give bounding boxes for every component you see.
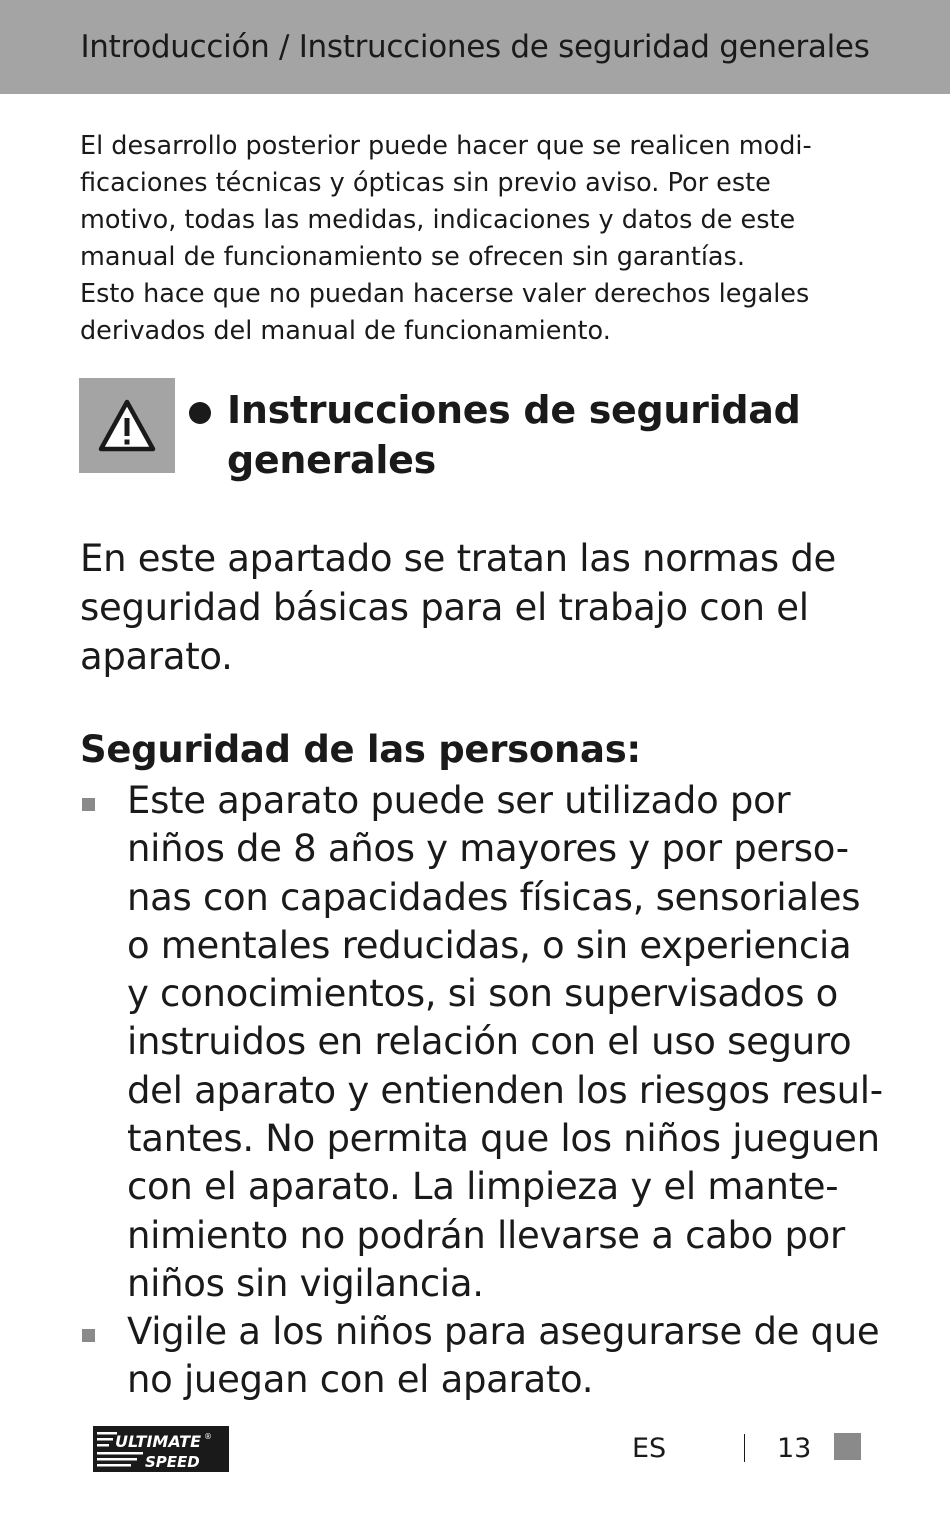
header-title: Introducción / Instrucciones de seguridad generales — [80, 29, 870, 65]
page-header — [0, 0, 950, 94]
section-lead — [80, 534, 836, 681]
footer-language: ES — [632, 1433, 667, 1464]
lead-line: seguridad básicas para el trabajo con el — [80, 586, 809, 629]
logo-text-line2: SPEED — [145, 1453, 200, 1471]
lead-line: aparato. — [80, 635, 233, 678]
section-title — [227, 385, 800, 485]
square-bullet-icon — [82, 798, 95, 811]
section-bullet — [189, 402, 211, 424]
footer-divider — [744, 1434, 745, 1462]
lead-line: En este apartado se tratan las normas de — [80, 537, 837, 580]
intro-line: El desarrollo posterior puede hacer que se realicen modi- — [80, 131, 812, 161]
item-line: y conocimientos, si son supervisados o — [127, 972, 838, 1016]
brand-logo — [93, 1426, 229, 1476]
item-line: Este aparato puede ser utilizado por — [127, 779, 791, 822]
page-number: 13 — [777, 1433, 812, 1464]
item-line: tantes. No permita que los niños jueguen — [127, 1117, 880, 1161]
item-line: nimiento no podrán llevarse a cabo por — [127, 1213, 845, 1257]
intro-line: Esto hace que no puedan hacerse valer derechos legales — [80, 279, 810, 309]
item-line: niños sin vigilancia. — [127, 1261, 484, 1305]
logo-text-line1: ULTIMATE — [115, 1432, 202, 1451]
square-bullet-icon — [82, 1329, 95, 1342]
item-line: del aparato y entienden los riesgos resul- — [127, 1068, 883, 1112]
intro-line: manual de funcionamiento se ofrecen sin garantías. — [80, 242, 745, 272]
intro-paragraph — [80, 128, 870, 350]
logo-registered-mark: ® — [204, 1432, 212, 1441]
item-line: nas con capacidades físicas, sensoriales — [127, 875, 861, 919]
intro-line: ficaciones técnicas y ópticas sin previo aviso. Por este — [80, 168, 771, 198]
item-line: niños de 8 años y mayores y por perso- — [127, 827, 849, 871]
section-title-line: Instrucciones de seguridad — [227, 388, 801, 432]
section-title-line: generales — [227, 438, 436, 482]
item-line: o mentales reducidas, o sin experiencia — [127, 923, 852, 967]
list-item-text — [127, 777, 883, 1308]
page-marker-block — [834, 1433, 861, 1460]
list-item-text — [127, 1308, 879, 1405]
item-line: con el aparato. La limpieza y el mante- — [127, 1165, 839, 1209]
persons-heading: Seguridad de las personas: — [80, 728, 641, 771]
intro-line: motivo, todas las medidas, indicaciones y datos de este — [80, 205, 796, 235]
item-line: Vigile a los niños para asegurarse de que — [127, 1310, 880, 1353]
intro-line: derivados del manual de funcionamiento. — [80, 316, 611, 346]
item-line: instruidos en relación con el uso seguro — [127, 1020, 852, 1064]
warning-triangle-icon — [79, 378, 175, 473]
item-line: no juegan con el aparato. — [127, 1358, 594, 1402]
